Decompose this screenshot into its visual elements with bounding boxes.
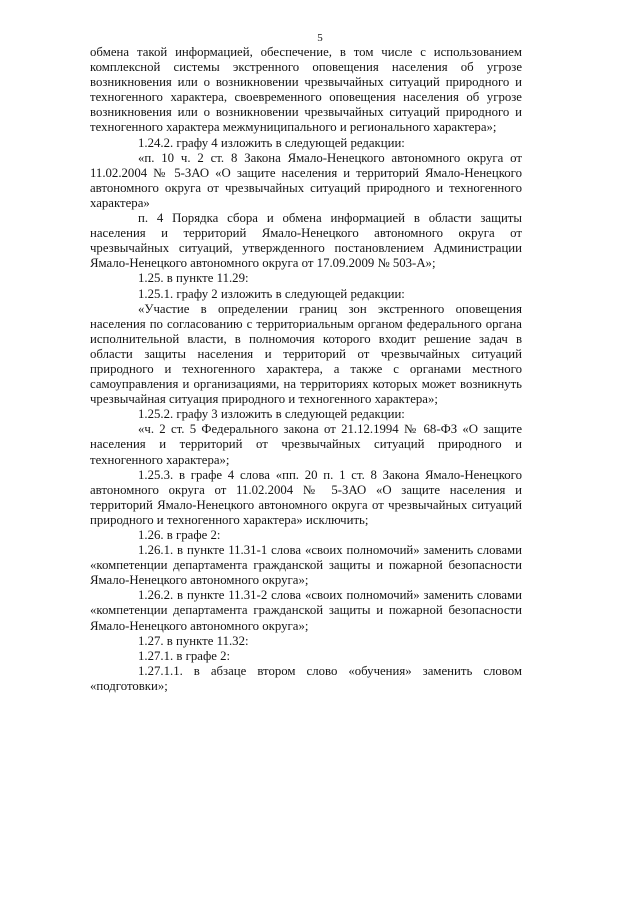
paragraph: 1.27.1.1. в абзаце втором слово «обучения» заменить словом «подготовки»; — [90, 663, 522, 693]
paragraph: 1.25.3. в графе 4 слова «пп. 20 п. 1 ст. 8 Закона Ямало-Ненецкого автономного округа от 11.02.2004 № 5-ЗАО «О защите населения и территорий Ямало-Ненецкого автономного округа от чрезвычайных ситуаций природного и техногенного характера» исключить; — [90, 467, 522, 527]
paragraph: «Участие в определении границ зон экстренного оповещения населения по согласованию с территориальным органом федерального органа исполнительной власти, в полномочия которого входит решение задач в области защиты населения и территорий от чрезвычайных ситуаций природного и техногенного характера, а также с органами местного самоуправления и организациями, на территориях которых может возникнуть чрезвычайная ситуация природного и техногенного характера»; — [90, 301, 522, 407]
paragraph: п. 4 Порядка сбора и обмена информацией в области защиты населения и территорий Ямало-Ненецкого автономного округа от чрезвычайных ситуаций, утвержденного постановлением Администрации Ямало-Ненецкого автономного округа от 17.09.2009 № 503-А»; — [90, 211, 522, 271]
paragraph: «п. 10 ч. 2 ст. 8 Закона Ямало-Ненецкого автономного округа от 11.02.2004 № 5-ЗАО «О защите населения и территорий Ямало-Ненецкого автономного округа от чрезвычайных ситуаций природного и техногенного характера» — [90, 150, 522, 210]
document-body — [90, 45, 522, 694]
paragraph: «ч. 2 ст. 5 Федерального закона от 21.12.1994 № 68-ФЗ «О защите населения и территорий от чрезвычайных ситуаций природного и техногенного характера»; — [90, 422, 522, 467]
paragraph: 1.25. в пункте 11.29: — [138, 271, 249, 286]
paragraph: 1.26.1. в пункте 11.31-1 слова «своих полномочий» заменить словами «компетенции департамента гражданской защиты и пожарной безопасности Ямало-Ненецкого автономного округа»; — [90, 543, 522, 588]
paragraph: 1.26. в графе 2: — [138, 528, 221, 542]
paragraph: обмена такой информацией, обеспечение, в том числе с использованием комплексной системы экстренного оповещения населения об угрозе возникновения или о возникновении чрезвычайных ситуаций природного и техногенного характера, своевременного оповещения населения об угрозе возникновения или о возникновении чрезвычайных ситуаций природного и техногенного характера межмуниципального и регионального характера»; — [90, 45, 522, 135]
page-number: 5 — [317, 32, 323, 44]
paragraph: 1.25.1. графу 2 изложить в следующей редакции: — [138, 286, 405, 301]
paragraph: 1.27. в пункте 11.32: — [138, 633, 249, 648]
paragraph: 1.24.2. графу 4 изложить в следующей редакции: — [138, 135, 405, 150]
paragraph: 1.26.2. в пункте 11.31-2 слова «своих полномочий» заменить словами «компетенции департамента гражданской защиты и пожарной безопасности Ямало-Ненецкого автономного округа»; — [90, 588, 522, 633]
paragraph: 1.27.1. в графе 2: — [138, 648, 231, 663]
paragraph: 1.25.2. графу 3 изложить в следующей редакции: — [138, 407, 405, 422]
